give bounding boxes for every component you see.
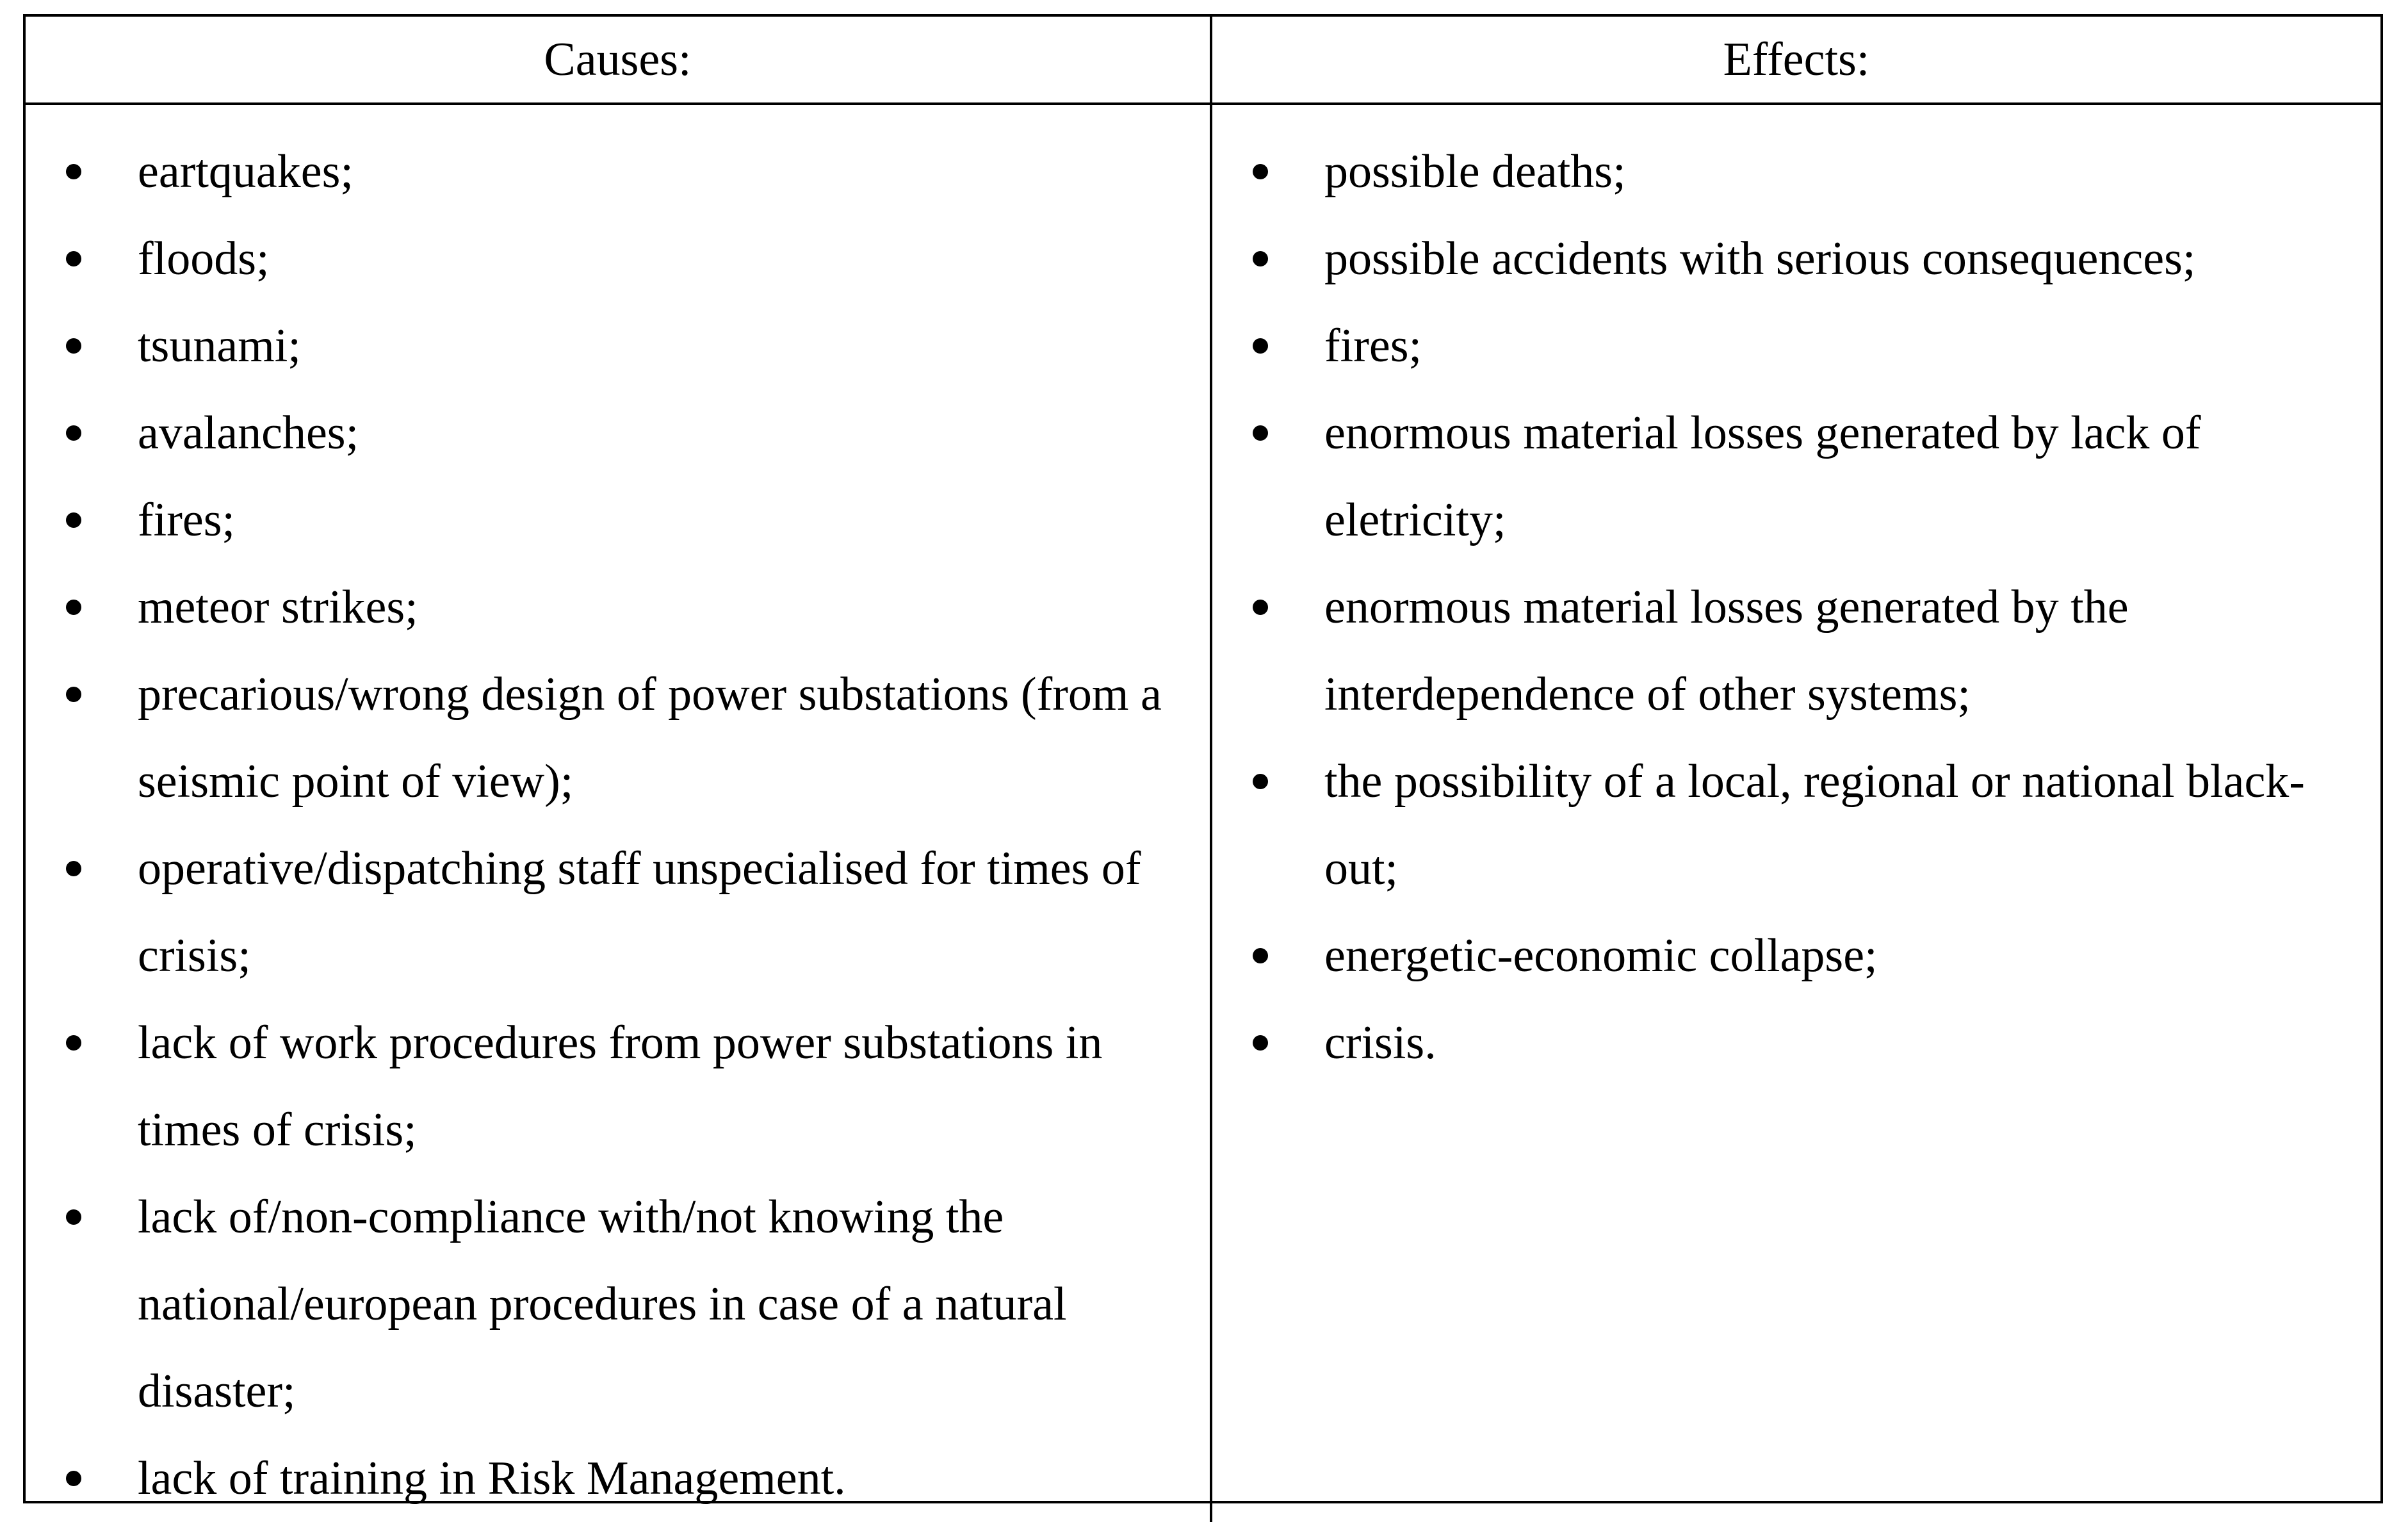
cause-item: meteor strikes;: [26, 564, 1210, 651]
effects-list: [1212, 128, 2380, 1086]
effect-item: possible deaths;: [1212, 128, 2380, 215]
effect-item: fires;: [1212, 302, 2380, 389]
causes-header-label: Causes:: [544, 33, 692, 86]
cause-item: floods;: [26, 215, 1210, 302]
effects-header-label: Effects:: [1723, 33, 1870, 86]
cause-item: lack of training in Risk Management.: [26, 1435, 1210, 1522]
effect-item: enormous material losses generated by lack of eletricity;: [1212, 389, 2380, 564]
effect-item: possible accidents with serious consequences;: [1212, 215, 2380, 302]
effect-item: crisis.: [1212, 999, 2380, 1086]
cause-item: fires;: [26, 477, 1210, 564]
cause-item: precarious/wrong design of power substations (from a seismic point of view);: [26, 651, 1210, 825]
effects-header: [1212, 17, 2380, 105]
cause-item: tsunami;: [26, 302, 1210, 389]
causes-header: [26, 17, 1212, 105]
effect-item: energetic-economic collapse;: [1212, 912, 2380, 999]
effects-cell: [1212, 105, 2380, 1522]
cause-item: eartquakes;: [26, 128, 1210, 215]
cause-item: operative/dispatching staff unspecialised for times of crisis;: [26, 825, 1210, 999]
cause-item: lack of work procedures from power substations in times of crisis;: [26, 999, 1210, 1174]
effect-item: the possibility of a local, regional or national black-out;: [1212, 738, 2380, 912]
causes-effects-table: [23, 14, 2383, 1503]
effect-item: enormous material losses generated by the interdependence of other systems;: [1212, 564, 2380, 738]
cause-item: lack of/non-compliance with/not knowing the national/european procedures in case of a natural disaster;: [26, 1174, 1210, 1435]
causes-list: [26, 128, 1210, 1522]
cause-item: avalanches;: [26, 389, 1210, 477]
causes-cell: [26, 105, 1212, 1522]
